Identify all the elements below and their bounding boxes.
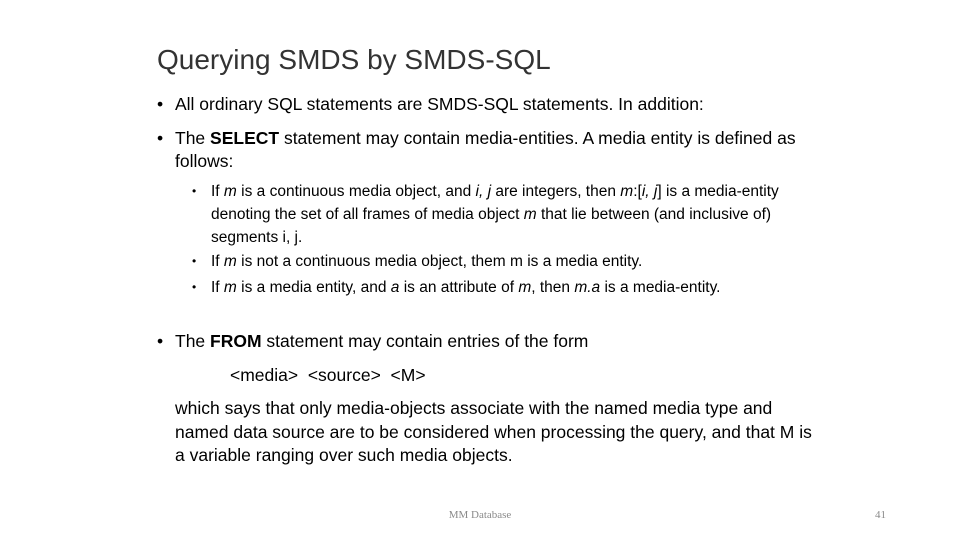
keyword-select: SELECT bbox=[210, 128, 280, 148]
bullet-dot: • bbox=[192, 184, 197, 198]
explanation-paragraph: which says that only media-objects associate with the named media type and named data source are to be considered when processing the query, and that M is a variable ranging over such media objects. bbox=[175, 398, 812, 465]
bullet-text: The SELECT statement may contain media-entities. A media entity is defined as follows: bbox=[175, 128, 796, 171]
sub-bullet-text: If m is a media entity, and a is an attribute of m, then m.a is a media-entity. bbox=[211, 279, 721, 296]
slide-title: Querying SMDS by SMDS-SQL bbox=[157, 44, 551, 75]
bullet-ordinary-sql bbox=[157, 93, 807, 116]
bullet-dot: • bbox=[157, 331, 164, 351]
page-number: 41 bbox=[875, 509, 886, 521]
bullet-from-statement bbox=[157, 330, 807, 353]
sub-bullet-attribute bbox=[192, 276, 792, 299]
sub-bullet-continuous-media bbox=[192, 180, 792, 249]
bullet-dot: • bbox=[192, 280, 197, 294]
bullet-text: All ordinary SQL statements are SMDS-SQL statements. In addition: bbox=[175, 94, 704, 114]
sub-bullet-text: If m is a continuous media object, and i, j are integers, then m:[i, j] is a media-entity denoting the set of all frames of media object m that lie between (and inclusive of) segments i, j. bbox=[211, 183, 779, 246]
from-syntax: <media> <source> <M> bbox=[230, 365, 426, 385]
bullet-dot: • bbox=[192, 254, 197, 268]
bullet-dot: • bbox=[157, 128, 164, 148]
bullet-text: The FROM statement may contain entries of the form bbox=[175, 331, 589, 351]
bullet-dot: • bbox=[157, 94, 164, 114]
sub-bullet-not-continuous bbox=[192, 250, 792, 273]
keyword-from: FROM bbox=[210, 331, 262, 351]
sub-bullet-text: If m is not a continuous media object, them m is a media entity. bbox=[211, 253, 643, 270]
footer-title: MM Database bbox=[448, 509, 512, 521]
bullet-select-statement bbox=[157, 127, 807, 173]
